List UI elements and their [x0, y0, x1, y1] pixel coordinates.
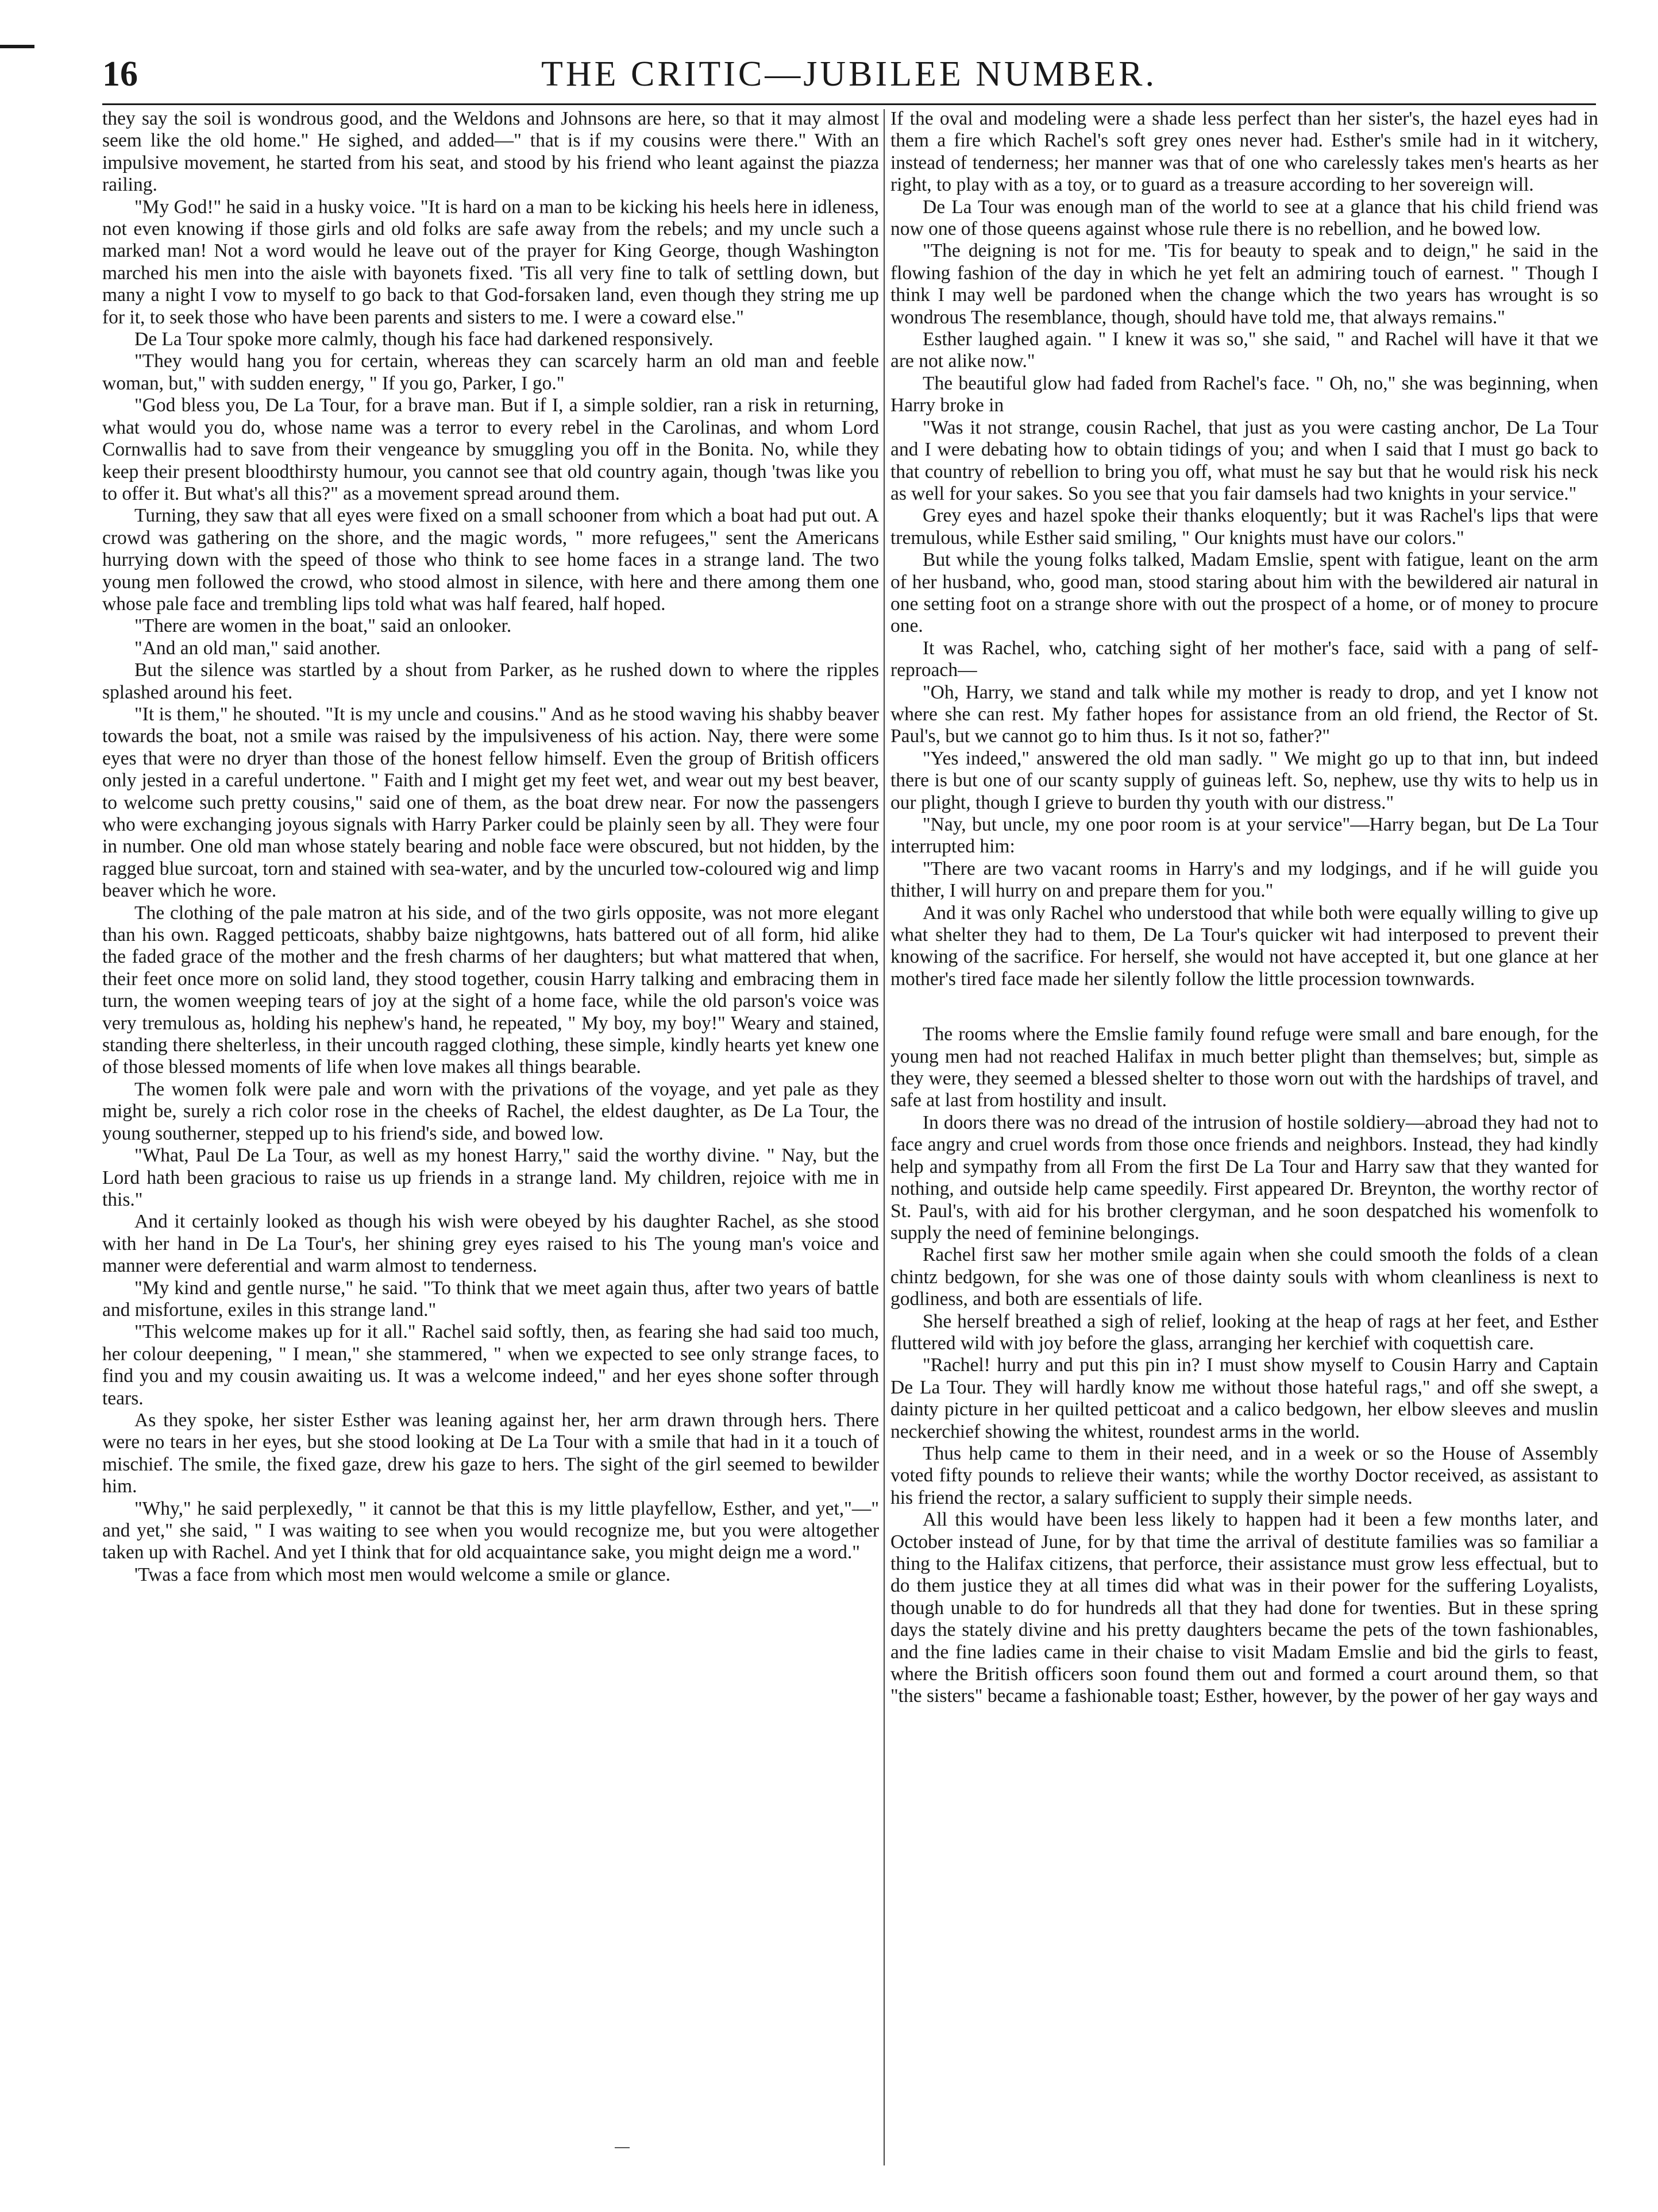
paragraph: As they spoke, her sister Esther was leaning against her, her arm drawn through hers. There were no tears in her eyes, but she stood looking at De La Tour with a smile that had in it a touch of mischief. The smile, the fixed gaze, drew his gaze to hers. The sight of the girl seemed to bewilder him. [102, 1409, 879, 1497]
paragraph: "My God!" he said in a husky voice. "It is hard on a man to be kicking his heels here in idleness, not even knowing if those girls and old folks are safe away from the rebels; and my uncle such a marked man! Not a word would he leave out of the prayer for King George, though Washington marched his men into the aisle with bayonets fixed. 'Tis all very fine to talk of settling down, but many a night I vow to myself to go back to that God-forsaken land, even though they string me up for it, to seek those who have been parents and sisters to me. I were a coward else." [102, 196, 879, 328]
right-column [890, 108, 1598, 1708]
paragraph: Thus help came to them in their need, and in a week or so the House of Assembly voted fifty pounds to relieve their wants; while the worthy Doctor received, as assistant to his friend the rector, a salary sufficient to supply their simple needs. [890, 1442, 1598, 1508]
paragraph: "There are women in the boat," said an onlooker. [134, 615, 512, 637]
paragraph: "Yes indeed," answered the old man sadly. " We might go up to that inn, but indeed there is but one of our scanty supply of guineas left. So, nephew, use thy wits to help us in our plight, though I grieve to burden thy youth with our distress." [890, 747, 1598, 813]
paragraph: De La Tour was enough man of the world to see at a glance that his child friend was now one of those queens against whose rule there is no rebellion, and he bowed low. [890, 196, 1598, 240]
paragraph: But the silence was startled by a shout from Parker, as he rushed down to where the ripples splashed around his feet. [102, 659, 879, 703]
paragraph: "There are two vacant rooms in Harry's and my lodgings, and if he will guide you thither, I will hurry on and prepare them for you." [890, 858, 1598, 902]
page-header [102, 48, 1596, 100]
paragraph: "God bless you, De La Tour, for a brave man. But if I, a simple soldier, ran a risk in returning, what would you do, whose name was a terror to every rebel in the Carolinas, and whom Lord Cornwallis had to save from their vengeance by smuggling you off in the Bonita. No, while they keep their present bloodthirsty humour, you cannot see that old country again, though 'twas like you to offer it. But what's all this?" as a movement spread around them. [102, 395, 879, 504]
paragraph: "Was it not strange, cousin Rachel, that just as you were casting anchor, De La Tour and I were debating how to obtain tidings of you; and when I said that I must go back to that country of rebellion to bring you off, what must he say but that he would risk his neck as well for your sakes. So you see that you fair damsels had two knights in your service." [890, 416, 1598, 504]
paragraph: "It is them," he shouted. "It is my uncle and cousins." And as he stood waving his shabby beaver towards the boat, not a smile was raised by the impulsiveness of his action. Nay, there were some eyes that were no dryer than those of the honest fellow himself. Even the group of British officers only jested in a careful undertone. " Faith and I might get my feet wet, and wear out my best beaver, to welcome such pretty cousins," said one of them, as the boat drew near. For now the passengers who were exchanging joyous signals with Harry Parker could be plainly seen by all. They were four in number. One old man whose stately bearing and noble face were obscured, but not hidden, by the ragged blue surcoat, torn and stained with sea-water, and by the uncurled tow-coloured wig and limp beaver which he wore. [102, 703, 879, 902]
paragraph: If the oval and modeling were a shade less perfect than her sister's, the hazel eyes had in them a fire which Rachel's soft grey ones never had. Esther's smile had in it witchery, instead of tenderness; her manner was that of one who carelessly takes men's hearts as her right, to play with as a toy, or to guard as a treasure according to her sovereign will. [890, 108, 1598, 196]
paragraph: The beautiful glow had faded from Rachel's face. " Oh, no," she was beginning, when Harry broke in [890, 372, 1598, 416]
paragraph: "Oh, Harry, we stand and talk while my mother is ready to drop, and yet I know not where she can rest. My father hopes for assistance from an old friend, the Rector of St. Paul's, but we cannot go to him thus. Is it not so, father?" [890, 681, 1598, 747]
paragraph: "Why," he said perplexedly, " it cannot be that this is my little playfellow, Esther, and yet,"—" and yet," she said, " I was waiting to see when you would recognize me, but you were altogether taken up with Rachel. And yet I think that for old acquaintance sake, you might deign me a word." [102, 1497, 879, 1564]
footer-dash [615, 2147, 630, 2148]
paragraph: Rachel first saw her mother smile again when she could smooth the folds of a clean chintz bedgown, for she was one of those dainty souls with whom cleanliness is next to godliness, and both are essentials of life. [890, 1244, 1598, 1310]
column-rule [884, 109, 885, 2165]
paragraph: "What, Paul De La Tour, as well as my honest Harry," said the worthy divine. " Nay, but the Lord hath been gracious to raise us up friends in a strange land. My children, rejoice with me in this." [102, 1145, 879, 1210]
page-number: 16 [102, 55, 138, 94]
running-title: THE CRITIC—JUBILEE NUMBER. [541, 55, 1158, 94]
paragraph: "This welcome makes up for it all." Rachel said softly, then, as fearing she had said too much, her colour deepening, " I mean," she stammered, " when we expected to see only strange faces, to find you and my cousin awaiting us. It was a welcome indeed," and her eyes shone softer through tears. [102, 1321, 879, 1409]
paragraph: De La Tour spoke more calmly, though his face had darkened responsively. [134, 329, 714, 350]
paragraph: "Nay, but uncle, my one poor room is at your service"—Harry began, but De La Tour interrupted him: [890, 814, 1598, 858]
paragraph: In doors there was no dread of the intrusion of hostile soldiery—abroad they had not to face angry and cruel words from those once friends and neighbors. Instead, they had kindly help and sympathy from all From the first De La Tour and Harry saw that they wanted for nothing, and outside help came speedily. First appeared Dr. Breynton, the worthy rector of St. Paul's, with aid for his brother clergyman, and he soon despatched his womenfolk to supply the need of feminine belongings. [890, 1111, 1598, 1244]
paragraph: All this would have been less likely to happen had it been a few months later, and October instead of June, for by that time the arrival of destitute families was so familiar a thing to the Halifax citizens, that perforce, their assistance must grow less effectual, but to do them justice they at all times did what was in their power for the suffering Loyalists, though unable to do for hundreds all that they had done for twenties. But in these spring days the stately divine and his pretty daughters became the pets of the town fashionables, and the fine ladies came in their chaise to visit Madam Emslie and bid the girls to feast, where the British officers soon found them out and formed a court around them, so that "the sisters" became a fashionable toast; Esther, however, by the power of her gay ways and [890, 1509, 1598, 1707]
paragraph: Grey eyes and hazel spoke their thanks eloquently; but it was Rachel's lips that were tremulous, while Esther said smiling, " Our knights must have our colors." [890, 505, 1598, 549]
paragraph: Esther laughed again. " I knew it was so," she said, " and Rachel will have it that we are not alike now." [890, 329, 1598, 372]
paragraph: 'Twas a face from which most men would welcome a smile or glance. [134, 1564, 671, 1585]
paragraph: The rooms where the Emslie family found refuge were small and bare enough, for the young men had not reached Halifax in much better plight than themselves; but, simple as they were, they seemed a blessed shelter to those worn out with the hardships of travel, and safe at last from hostility and insult. [890, 1024, 1598, 1111]
paragraph: She herself breathed a sigh of relief, looking at the heap of rags at her feet, and Esther fluttered wild with joy before the glass, arranging her kerchief with coquettish care. [890, 1310, 1598, 1354]
paragraph: "Rachel! hurry and put this pin in? I must show myself to Cousin Harry and Captain De La Tour. They will hardly know me without those hateful rags," and off she swept, a dainty picture in her quilted petticoat and a calico bedgown, her elbow sleeves and muslin neckerchief showing the whitest, roundest arms in the world. [890, 1354, 1598, 1442]
paragraph: "They would hang you for certain, whereas they can scarcely harm an old man and feeble woman, but," with sudden energy, " If you go, Parker, I go." [102, 350, 879, 394]
paragraph: they say the soil is wondrous good, and the Weldons and Johnsons are here, so that it may almost seem like the old home." He sighed, and added—" that is if my cousins were there." With an impulsive movement, he started from his seat, and stood by his friend who leant against the piazza railing. [102, 108, 879, 196]
paragraph: The clothing of the pale matron at his side, and of the two girls opposite, was not more elegant than his own. Ragged petticoats, shabby baize nightgowns, hats battered out of all form, hid alike the faded grace of the mother and the fresh charms of her daughters; but what mattered that when, their feet once more on solid land, they stood together, cousin Harry talking and embracing them in turn, the women weeping tears of joy at the sight of a home face, while the old parson's voice was very tremulous as, holding his nephew's hand, he repeated, " My boy, my boy!" Weary and stained, standing there shelterless, in their uncouth ragged clothing, these simple, kindly hearts yet knew one of those blessed moments of life when love makes all things bearable. [102, 902, 879, 1078]
paragraph: "My kind and gentle nurse," he said. "To think that we meet again thus, after two years of battle and misfortune, exiles in this strange land." [102, 1277, 879, 1321]
paragraph: "And an old man," said another. [134, 637, 381, 659]
paragraph: But while the young folks talked, Madam Emslie, spent with fatigue, leant on the arm of her husband, who, good man, stood staring about him with the bewildered air natural in one setting foot on a strange shore with out the prospect of a home, or of money to procure one. [890, 549, 1598, 637]
paragraph: And it was only Rachel who understood that while both were equally willing to give up what shelter they had to them, De La Tour's quicker wit had interposed to prevent their knowing of the sacrifice. For herself, she would not have accepted it, but one glance at her mother's tired face made her silently follow the little procession townwards. [890, 902, 1598, 990]
paragraph: It was Rachel, who, catching sight of her mother's face, said with a pang of self-reproach— [890, 637, 1598, 681]
header-rule [102, 103, 1596, 105]
left-column [102, 108, 879, 1586]
paragraph: The women folk were pale and worn with the privations of the voyage, and yet pale as they might be, surely a rich color rose in the cheeks of Rachel, the eldest daughter, as De La Tour, the young southerner, stepped up to his friend's side, and bowed low. [102, 1078, 879, 1144]
paragraph: And it certainly looked as though his wish were obeyed by his daughter Rachel, as she stood with her hand in De La Tour's, her shining grey eyes raised to his The young man's voice and manner were deferential and warm almost to tenderness. [102, 1211, 879, 1277]
paragraph: "The deigning is not for me. 'Tis for beauty to speak and to deign," he said in the flowing fashion of the day in which he yet felt an admiring touch of earnest. " Though I think I may well be pardoned when the change which the two years has wrought is so wondrous The resemblance, though, should have told me, that always remains." [890, 240, 1598, 328]
edge-mark [0, 45, 34, 48]
paragraph: Turning, they saw that all eyes were fixed on a small schooner from which a boat had put out. A crowd was gathering on the shore, and the magic words, " more refugees," sent the Americans hurrying down with the speed of those who think to see home faces in a strange land. The two young men followed the crowd, who stood almost in silence, with here and there among them one whose pale face and trembling lips told what was half feared, half hoped. [102, 505, 879, 615]
